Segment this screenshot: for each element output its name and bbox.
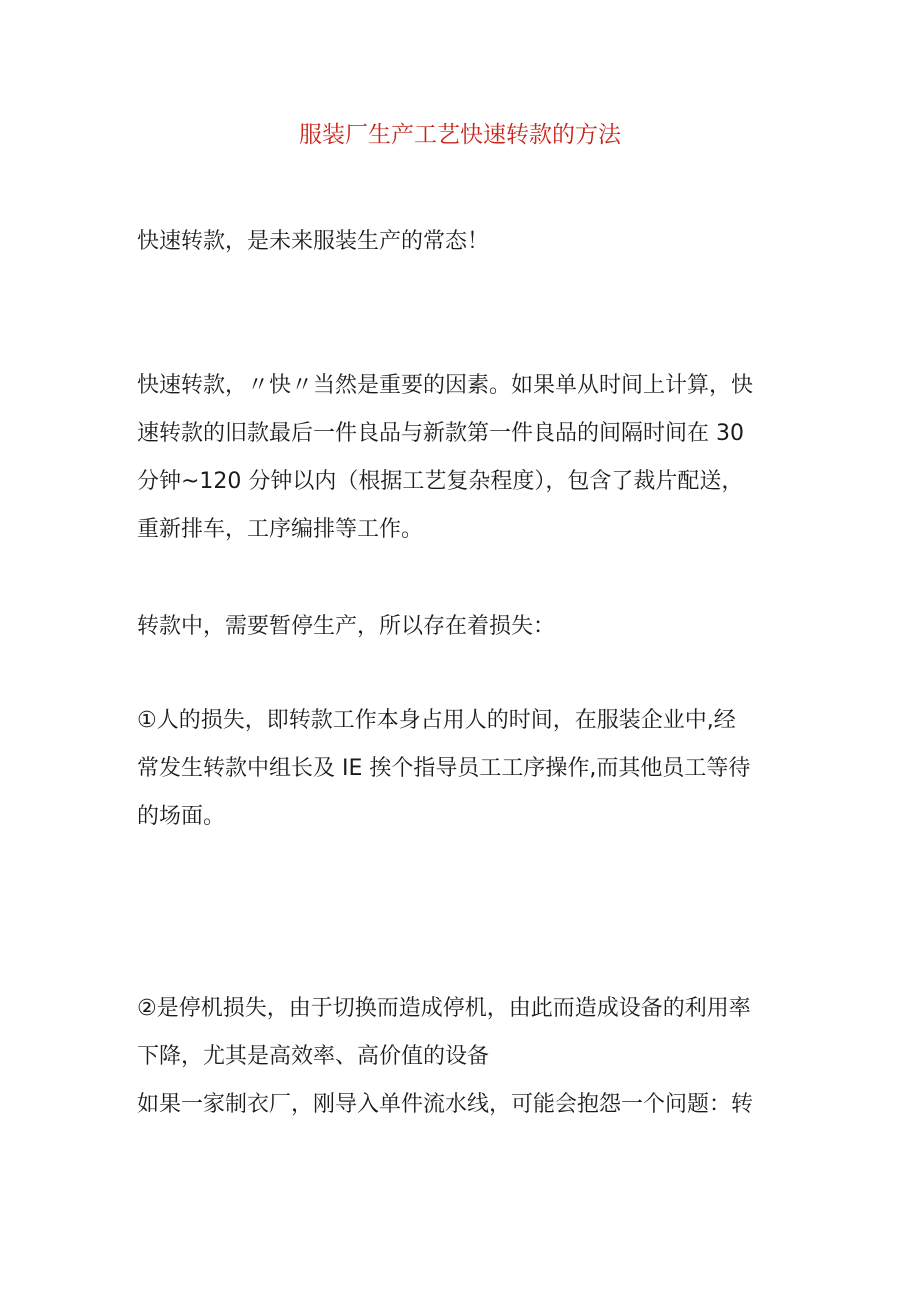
paragraph-intro bbox=[137, 218, 797, 266]
paragraph-line: 常发生转款中组长及 IE 挨个指导员工工序操作,而其他员工等待 bbox=[137, 756, 751, 781]
paragraph-line: 分钟~120 分钟以内（根据工艺复杂程度），包含了裁片配送， bbox=[137, 469, 744, 494]
paragraph-line: ①人的损失，即转款工作本身占用人的时间，在服装企业中,经 bbox=[137, 708, 736, 733]
paragraph-definition bbox=[137, 362, 797, 554]
paragraph-line: 转款中，需要暂停生产，所以存在着损失： bbox=[137, 614, 556, 639]
paragraph-line: 快速转款，是未来服装生产的常态！ bbox=[137, 229, 490, 254]
paragraph-line: 下降，尤其是高效率、高价值的设备 bbox=[137, 1044, 490, 1069]
paragraph-line: ②是停机损失，由于切换而造成停机，由此而造成设备的利用率 bbox=[137, 996, 751, 1021]
paragraph-line: 重新排车，工序编排等工作。 bbox=[137, 517, 424, 542]
paragraph-losses-intro bbox=[137, 603, 797, 651]
paragraph-line: 的场面。 bbox=[137, 804, 226, 829]
paragraph-machine-loss bbox=[137, 985, 797, 1129]
paragraph-people-loss bbox=[137, 697, 797, 841]
paragraph-line: 速转款的旧款最后一件良品与新款第一件良品的间隔时间在 30 bbox=[137, 421, 744, 446]
paragraph-line: 快速转款，〃快〃当然是重要的因素。如果单从时间上计算，快 bbox=[137, 373, 754, 398]
document-title: 服装厂生产工艺快速转款的方法 bbox=[299, 122, 621, 148]
paragraph-line: 如果一家制衣厂，刚导入单件流水线，可能会抱怨一个问题：转 bbox=[137, 1092, 754, 1117]
